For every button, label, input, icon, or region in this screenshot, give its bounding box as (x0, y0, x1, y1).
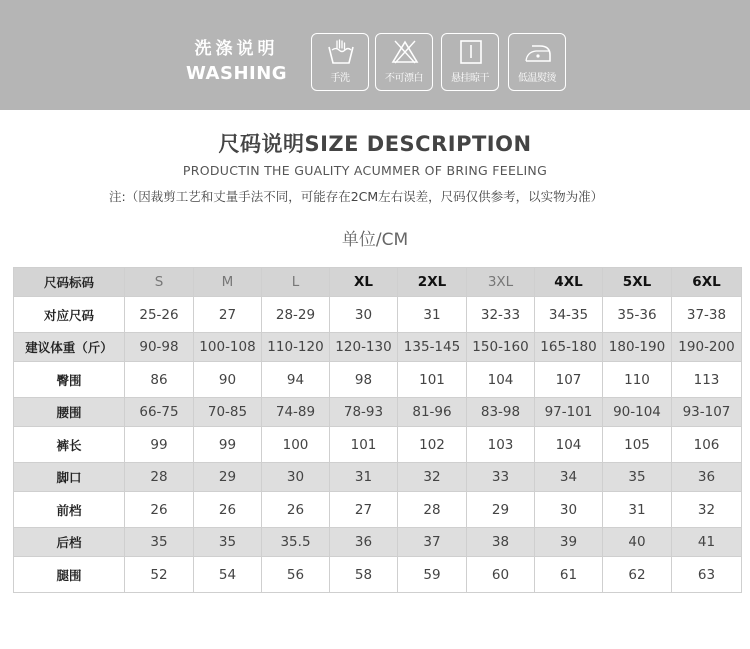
table-cell: 66-75 (125, 398, 194, 427)
table-cell: 26 (262, 492, 330, 528)
washing-title-en: WASHING (186, 63, 288, 84)
table-cell: 98 (330, 362, 398, 398)
table-cell: 35 (603, 463, 672, 492)
table-cell: 27 (330, 492, 398, 528)
table-cell: 104 (467, 362, 535, 398)
table-cell: 101 (330, 427, 398, 463)
table-cell: 31 (398, 297, 467, 333)
table-cell: 113 (672, 362, 742, 398)
size-header: 3XL (467, 268, 535, 297)
washing-title-cn: 洗涤说明 (194, 39, 279, 59)
table-cell: 101 (398, 362, 467, 398)
table-cell: 37-38 (672, 297, 742, 333)
table-row (14, 528, 742, 557)
table-cell: 81-96 (398, 398, 467, 427)
table-cell: 33 (467, 463, 535, 492)
table-cell: 29 (194, 463, 262, 492)
table-cell: 58 (330, 557, 398, 593)
table-cell: 28-29 (262, 297, 330, 333)
table-cell: 26 (194, 492, 262, 528)
table-cell: 165-180 (535, 333, 603, 362)
table-cell: 27 (194, 297, 262, 333)
table-cell: 30 (535, 492, 603, 528)
table-cell: 39 (535, 528, 603, 557)
hang-dry-icon (441, 33, 499, 91)
row-label: 后档 (14, 528, 125, 557)
table-cell: 31 (330, 463, 398, 492)
size-header: 6XL (672, 268, 742, 297)
table-cell: 100-108 (194, 333, 262, 362)
table-cell: 35.5 (262, 528, 330, 557)
table-cell: 30 (330, 297, 398, 333)
table-cell: 150-160 (467, 333, 535, 362)
size-table (13, 267, 742, 593)
table-cell: 104 (535, 427, 603, 463)
table-row (14, 557, 742, 593)
table-cell: 36 (672, 463, 742, 492)
table-cell: 62 (603, 557, 672, 593)
table-cell: 78-93 (330, 398, 398, 427)
size-header: 4XL (535, 268, 603, 297)
table-cell: 32 (672, 492, 742, 528)
table-cell: 110-120 (262, 333, 330, 362)
size-header: 2XL (398, 268, 467, 297)
table-cell: 61 (535, 557, 603, 593)
size-title: 尺码说明SIZE DESCRIPTION (218, 132, 532, 156)
table-cell: 37 (398, 528, 467, 557)
table-corner-label: 尺码标码 (14, 268, 125, 297)
table-row (14, 398, 742, 427)
size-header: 5XL (603, 268, 672, 297)
table-cell: 93-107 (672, 398, 742, 427)
table-cell: 99 (125, 427, 194, 463)
table-cell: 110 (603, 362, 672, 398)
row-label: 对应尺码 (14, 297, 125, 333)
row-label: 脚口 (14, 463, 125, 492)
table-cell: 102 (398, 427, 467, 463)
row-label: 建议体重（斤） (14, 333, 125, 362)
table-cell: 36 (330, 528, 398, 557)
table-cell: 135-145 (398, 333, 467, 362)
table-cell: 26 (125, 492, 194, 528)
table-cell: 28 (398, 492, 467, 528)
table-cell: 94 (262, 362, 330, 398)
table-cell: 28 (125, 463, 194, 492)
no-bleach-label: 不可漂白 (385, 73, 423, 84)
hand-wash-icon (311, 33, 369, 91)
table-cell: 35-36 (603, 297, 672, 333)
table-cell: 32-33 (467, 297, 535, 333)
table-row (14, 492, 742, 528)
size-header: M (194, 268, 262, 297)
table-cell: 29 (467, 492, 535, 528)
hang-dry-label: 悬挂晾干 (451, 73, 489, 84)
table-row (14, 297, 742, 333)
row-label: 裤长 (14, 427, 125, 463)
table-cell: 120-130 (330, 333, 398, 362)
hand-wash-label: 手洗 (330, 73, 350, 84)
table-cell: 60 (467, 557, 535, 593)
table-cell: 97-101 (535, 398, 603, 427)
table-cell: 190-200 (672, 333, 742, 362)
table-cell: 105 (603, 427, 672, 463)
low-iron-label: 低温熨烫 (518, 73, 556, 84)
size-header: XL (330, 268, 398, 297)
row-label: 腰围 (14, 398, 125, 427)
table-cell: 34 (535, 463, 603, 492)
table-row (14, 463, 742, 492)
table-cell: 35 (125, 528, 194, 557)
table-cell: 35 (194, 528, 262, 557)
table-cell: 180-190 (603, 333, 672, 362)
table-cell: 100 (262, 427, 330, 463)
table-row (14, 362, 742, 398)
table-cell: 31 (603, 492, 672, 528)
size-header: S (125, 268, 194, 297)
table-cell: 30 (262, 463, 330, 492)
table-cell: 52 (125, 557, 194, 593)
table-cell: 103 (467, 427, 535, 463)
table-cell: 86 (125, 362, 194, 398)
table-row (14, 333, 742, 362)
table-cell: 107 (535, 362, 603, 398)
table-cell: 38 (467, 528, 535, 557)
table-cell: 41 (672, 528, 742, 557)
table-cell: 99 (194, 427, 262, 463)
no-bleach-icon (375, 33, 433, 91)
table-cell: 90-98 (125, 333, 194, 362)
table-cell: 106 (672, 427, 742, 463)
table-cell: 74-89 (262, 398, 330, 427)
table-cell: 32 (398, 463, 467, 492)
row-label: 臀围 (14, 362, 125, 398)
table-cell: 59 (398, 557, 467, 593)
table-header-row (14, 268, 742, 297)
size-note: 注:（因裁剪工艺和丈量手法不同，可能存在2CM左右误差，尺码仅供参考，以实物为准） (109, 189, 604, 204)
low-iron-icon (508, 33, 566, 91)
table-cell: 56 (262, 557, 330, 593)
row-label: 腿围 (14, 557, 125, 593)
row-label: 前档 (14, 492, 125, 528)
table-cell: 63 (672, 557, 742, 593)
table-cell: 70-85 (194, 398, 262, 427)
table-cell: 34-35 (535, 297, 603, 333)
table-cell: 90-104 (603, 398, 672, 427)
table-cell: 90 (194, 362, 262, 398)
table-cell: 54 (194, 557, 262, 593)
table-row (14, 427, 742, 463)
size-unit: 单位/CM (341, 230, 409, 250)
size-header: L (262, 268, 330, 297)
table-cell: 83-98 (467, 398, 535, 427)
table-cell: 40 (603, 528, 672, 557)
table-cell: 25-26 (125, 297, 194, 333)
washing-title (186, 38, 287, 86)
size-subtitle: PRODUCTIN THE GUALITY ACUMMER OF BRING FEELING (182, 163, 548, 178)
